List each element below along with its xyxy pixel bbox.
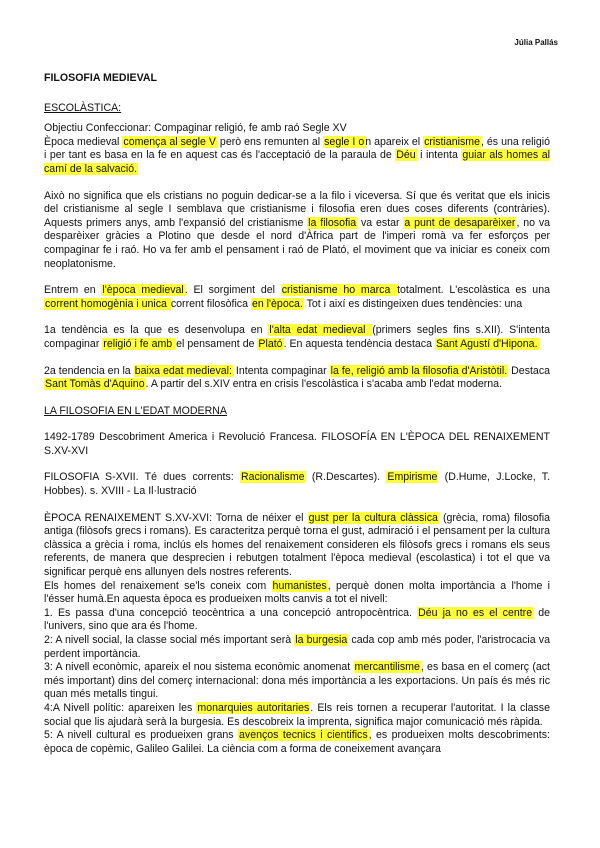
highlighted-text: Racionalisme [240,471,305,484]
paragraph [44,190,550,272]
highlighted-text: segle I o [324,135,365,148]
text-run: (D.Hume, J.Locke, T. Hobbes). s. XVIII - La Il·lustració [44,471,551,498]
text-run: ÈPOCA RENAIXEMENT S.XV-XVI: Torna de néixer el [44,511,308,524]
highlighted-text: a punt de desaparèixer [404,216,516,229]
text-run: 5: A nivell cultural es produeixen grans [44,729,239,742]
text-run: . A partir del s.XIV entra en crisis l'escolàstica i s'acaba amb l'edat moderna. [145,378,503,391]
text-run: , perquè donen molta importància a l'home i l'ésser humà.En aquesta època es produeixen molts canvis a tot el nivell: [44,579,550,606]
highlighted-text: religió i fe amb [103,337,176,350]
highlighted-text: Empirisme [387,471,438,484]
paragraph [44,365,550,392]
text-run: i intenta [416,149,462,162]
text-run: de l'univers, sino que ara és l'home. [44,606,551,633]
text-run: 3: A nivell econòmic, apareix el nou sistema econòmic anomenat [44,661,354,674]
text-run: (R.Descartes). [305,471,387,484]
highlighted-text: Déu [396,149,416,162]
text-run: 4:A Nivell polític: apareixen les [44,701,197,714]
text-run: (grècia, roma) filosofia antiga (filòsofs grecs i romans). Es caracteritza perquè torna el gust, admiració i el pensament per la cultura clàssica a grècia i roma, inclús els homes del renaixement consideren els filòsofs grecs i romans els seus referents, de manera que desprecien i rebutgen totalment l'època medieval (escolastica) i tot el que va significar perquè ens allunyen dels nostres referents. [44,511,550,579]
highlighted-text: monarquies autoritaries [197,701,310,714]
paragraph [44,122,550,176]
author-name: Júlia Pallás [514,38,558,47]
highlighted-text: avenços tecnics i cientifics [239,729,368,742]
paragraph [44,284,550,311]
text-run: però ens remunten al [216,135,324,148]
text-run: , és una religió i per tant es basa en la fe en aquest cas és l'acceptació de la paraula de [44,135,550,162]
text-run: , es produeixen molts descobriments: època de copèmic, Galileo Galilei. La ciència com a forma de coneixement avançara [44,729,550,755]
highlighted-text: l'alta edat medieval [269,324,372,337]
text-run: 2: A nivell social, la classe social més important serà [44,634,295,646]
highlighted-text: corrent homogènia i unica [45,297,170,310]
highlighted-text: mercantilisme [354,661,420,674]
text-run: 2a tendencia en la [44,364,134,377]
text-run: corrent filosòfica [170,297,251,310]
text-run: , no va desparèixer gràcies a Plotino que desde el nord d'Àfrica part de l'imperi romà va fer esforços per compaginar fe i raó. Ho va fer amb el pensament i raó de Plató, el moviment que va iniciar es coneix com neoplatonisme. [44,216,551,270]
highlighted-text: la filosofia [308,216,357,229]
text-run: el pensament de [176,337,258,350]
section-heading-escolastica: ESCOLÀSTICA: [44,101,122,114]
highlighted-text: Sant Tomàs d'Aquino [45,378,145,391]
highlighted-text: la fe, religió amb la filosofia d'Aristòtil. [330,364,508,377]
text-run: . Els reis tornen a recuperar l'autoritat. I la classe social que lis ajudarà serà la burgesia. Es descobreix la imprenta, significa major comunicació més ràpida. [44,701,550,728]
paragraph [44,512,550,757]
text-run: Entrem en [44,284,102,297]
highlighted-text: Plató [258,337,283,350]
text-run: Això no significa que els cristians no poguin dedicar-se a la filo i viceversa. Sí que és veritat que els inicis del cristianisme al segle I semblava que cristianisme i filosofia eren dues coses diferents (contràries). Aquests primers anys, amb l'expansió del cristianisme [44,189,550,229]
highlighted-text: guiar als homes al camí de la salvació. [44,149,550,175]
document-body [44,72,550,756]
paragraph [44,324,550,351]
highlighted-text: Sant Agustí d'Hipona. [435,337,538,350]
text-run: 1a tendència es la que es desenvolupa en [44,324,269,337]
highlighted-text: en l'època. [251,297,303,310]
text-run: Destaca [508,364,551,377]
paragraph [44,431,550,458]
text-run: . En aquesta tendència destaca [283,337,435,350]
text-run: . El sorgiment del [184,284,281,297]
highlighted-text: comença al segle V [123,135,216,148]
document-title: FILOSOFIA MEDIEVAL [44,72,157,84]
text-run: FILOSOFIA S-XVII. Té dues corrents: [44,471,240,484]
text-run: va estar [357,216,404,229]
text-run: , es basa en el comerç (act més important) dins del comerç internacional: dona més importància a les exportacions. Un país és més ric quan més metalls tingui. [44,661,550,701]
highlighted-text: la burgesia [295,634,348,646]
text-run: totalment. L'escolàstica es una [397,284,550,297]
text-run: cada cop amb més poder, l'aristrocacia va perdent importància. [44,634,550,660]
text-run: Tot i així es distingeixen dues tendències: una [303,297,523,310]
highlighted-text: Déu ja no es el centre [418,606,533,619]
section-heading-edat-moderna: LA FILOSOFIA EN L'EDAT MODERNA [44,404,227,417]
text-run: (primers segles fins s.XII). S'intenta compaginar [44,324,551,350]
highlighted-text: gust per la cultura clàssica [308,511,438,524]
text-run: Objectiu Confeccionar: Compaginar religió, fe amb raó Segle XV [44,122,347,135]
highlighted-text: humanistes [272,579,327,592]
text-run: Intenta compaginar [232,364,330,377]
text-run: Els homes del renaixement se'ls coneix com [44,579,272,592]
highlighted-text: l'època medieval [102,284,184,297]
highlighted-text: baixa edat medieval: [134,364,232,377]
highlighted-text: cristianisme [424,135,480,148]
text-run: n apareix el [365,135,424,148]
highlighted-text: cristianisme ho marca [281,284,397,297]
text-run: 1. Es passa d'una concepció teocèntrica a una concepció antropocèntrica. [44,606,418,619]
text-run: Època medieval [44,135,123,148]
paragraph [44,471,550,498]
text-run: 1492-1789 Descobriment America i Revolució Francesa. FILOSOFÍA EN L'ÈPOCA DEL RENAIXEMENT S.XV-XVI [44,431,550,457]
